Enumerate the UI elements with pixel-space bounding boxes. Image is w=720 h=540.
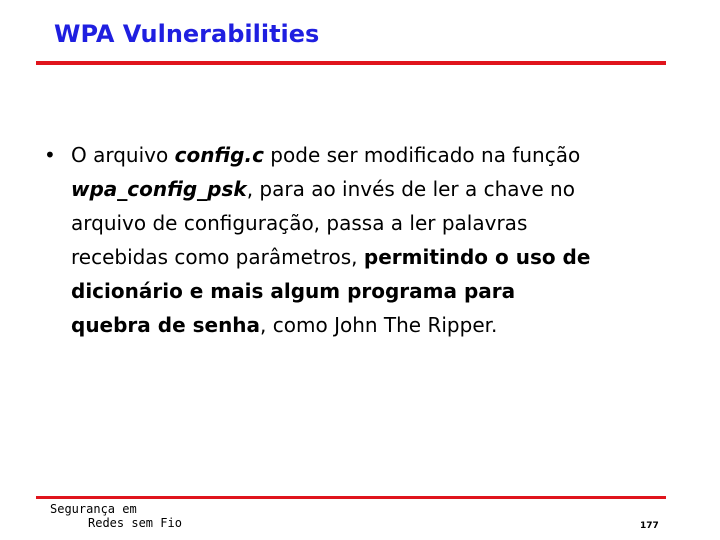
bold-phrase-end: quebra de senha	[71, 313, 261, 337]
filename-config-c: config.c	[174, 143, 264, 167]
footer-line-1: Segurança em	[50, 502, 137, 516]
footer-line-2: Redes sem Fio	[88, 516, 182, 530]
bullet-line-4: recebidas como parâmetros, permitindo o uso de	[71, 245, 591, 269]
bullet-line-5: dicionário e mais algum programa para	[71, 279, 516, 303]
bullet-line-2: wpa_config_psk, para ao invés de ler a chave no	[71, 177, 575, 201]
bullet-line-3: arquivo de configuração, passa a ler palavras	[71, 211, 528, 235]
bullet-line-1: O arquivo config.c pode ser modificado na função	[71, 143, 581, 167]
footer-divider	[36, 496, 666, 499]
page-number: 177	[640, 521, 659, 531]
bullet-paragraph	[71, 138, 703, 342]
slide-title: WPA Vulnerabilities	[54, 20, 320, 48]
bold-phrase-start: permitindo o uso de	[363, 245, 591, 269]
footer-course-title	[50, 502, 182, 530]
title-divider	[36, 61, 666, 65]
bullet-list	[44, 138, 704, 342]
function-name: wpa_config_psk	[71, 177, 247, 201]
bullet-line-6: quebra de senha, como John The Ripper.	[71, 313, 498, 337]
bullet-marker: •	[44, 143, 56, 167]
